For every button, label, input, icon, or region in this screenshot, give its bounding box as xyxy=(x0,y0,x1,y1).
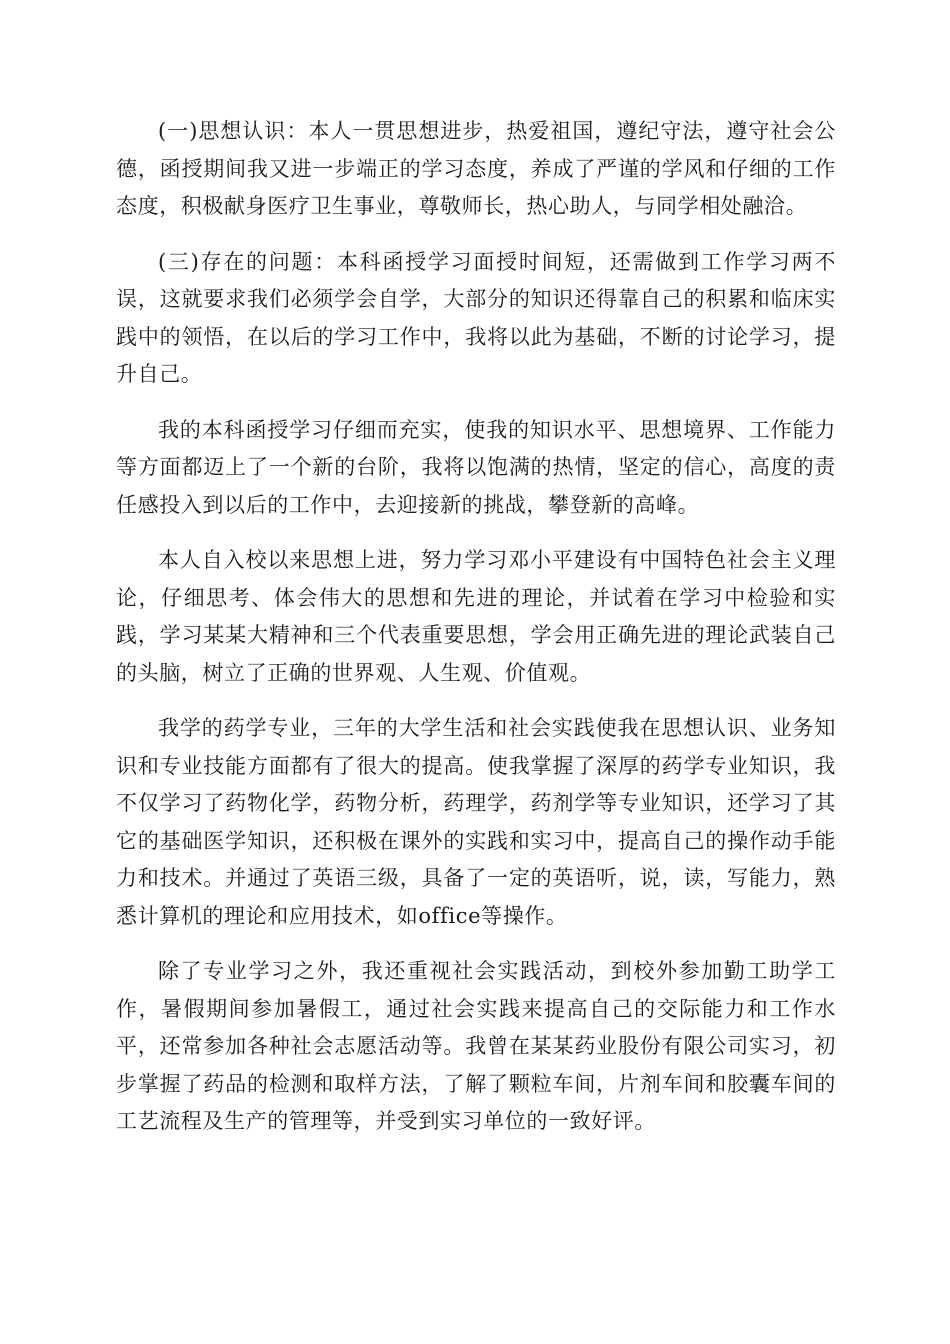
paragraph-political-thought: 本人自入校以来思想上进，努力学习邓小平建设有中国特色社会主义理论，仔细思考、体会伟大的思想和先进的理论，并试着在学习中检验和实践，学习某某大精神和三个代表重要思想，学会用正确先进的理论武装自己的头脑，树立了正确的世界观、人生观、价值观。 xyxy=(116,548,836,685)
paragraph-study-summary: 我的本科函授学习仔细而充实，使我的知识水平、思想境界、工作能力等方面都迈上了一个新的台阶，我将以饱满的热情，坚定的信心，高度的责任感投入到以后的工作中，去迎接新的挑战，攀登新的高峰。 xyxy=(116,417,836,517)
paragraph-social-practice: 除了专业学习之外，我还重视社会实践活动，到校外参加勤工助学工作，暑假期间参加暑假工，通过社会实践来提高自己的交际能力和工作水平，还常参加各种社会志愿活动等。我曾在某某药业股份有限公司实习，初步掌握了药品的检测和取样方法，了解了颗粒车间，片剂车间和胶囊车间的工艺流程及生产的管理等，并受到实习单位的一致好评。 xyxy=(116,959,836,1133)
paragraph-ideological-awareness: (一)思想认识：本人一贯思想进步，热爱祖国，遵纪守法，遵守社会公德，函授期间我又进一步端正的学习态度，养成了严谨的学风和仔细的工作态度，积极献身医疗卫生事业，尊敬师长，热心助人，与同学相处融洽。 xyxy=(116,119,836,218)
document-body xyxy=(116,113,836,1159)
paragraph-pharmacy-major: 我学的药学专业，三年的大学生活和社会实践使我在思想认识、业务知识和专业技能方面都有了很大的提高。使我掌握了深厚的药学专业知识，我不仅学习了药物化学，药物分析，药理学，药剂学等专业知识，还学习了其它的基础医学知识，还积极在课外的实践和实习中，提高自己的操作动手能力和技术。并通过了英语三级，具备了一定的英语听，说，读，写能力，熟悉计算机的理论和应用技术，如office等操作。 xyxy=(116,716,836,928)
paragraph-existing-problems: (三)存在的问题：本科函授学习面授时间短，还需做到工作学习两不误，这就要求我们必须学会自学，大部分的知识还得靠自己的积累和临床实践中的领悟，在以后的学习工作中，我将以此为基础，不断的讨论学习，提升自己。 xyxy=(116,249,836,386)
